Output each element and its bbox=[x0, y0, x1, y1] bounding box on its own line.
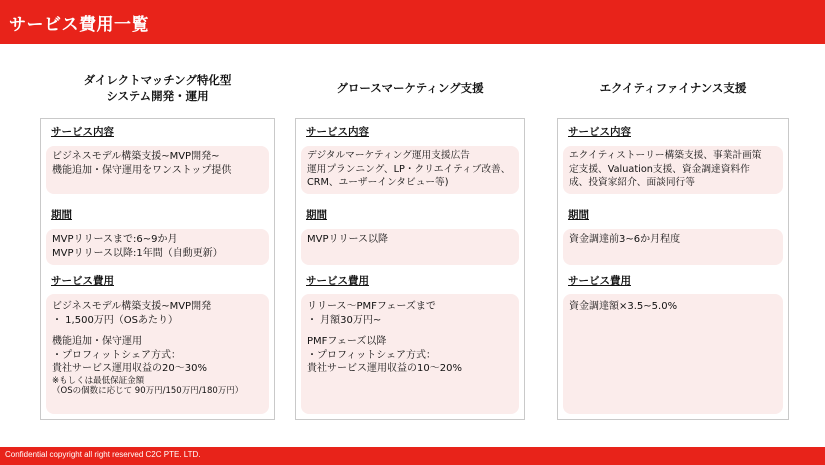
content-line: CRM、ユーザーインタビュー等) bbox=[307, 177, 449, 188]
content-line: デジタルマーケティング運用支援広告 bbox=[307, 150, 470, 161]
content-line: 運用プランニング、LP・クリエイティブ改善、 bbox=[307, 163, 511, 175]
period-line: 資金調達前3~6か月程度 bbox=[569, 234, 681, 245]
service-card-equity-finance bbox=[557, 118, 789, 420]
period-box bbox=[563, 229, 783, 265]
fee-note: （OSの個数に応じて 90万円/150万円/180万円） bbox=[52, 386, 244, 396]
fee-line: PMFフェーズ以降 bbox=[307, 336, 387, 347]
fee-line: ビジネスモデル構築支援~MVP開発 bbox=[52, 301, 212, 312]
column-heading-3-line1: エクイティファイナンス支援 bbox=[599, 81, 747, 95]
service-card-direct-matching bbox=[40, 118, 275, 420]
fee-label: サービス費用 bbox=[306, 275, 369, 287]
column-heading-1-line2: システム開発・運用 bbox=[106, 89, 209, 103]
page-title: サービス費用一覧 bbox=[9, 15, 149, 35]
period-label: 期間 bbox=[51, 209, 72, 221]
fee-line: ・プロフィットシェア方式： bbox=[307, 349, 436, 361]
fee-line: 貴社サービス運用収益の20～30% bbox=[52, 363, 207, 374]
fee-line: ・ 月額30万円~ bbox=[307, 314, 382, 326]
period-line: MVPリリース以降:1年間（自動更新） bbox=[52, 247, 223, 259]
period-line: MVPリリース以降 bbox=[307, 234, 388, 245]
fee-line: 資金調達額×3.5~5.0% bbox=[569, 301, 678, 312]
content-line: 機能追加・保守運用をワンストップ提供 bbox=[52, 164, 232, 176]
fee-box bbox=[301, 294, 519, 414]
period-line: MVPリリースまで:6~9か月 bbox=[52, 234, 178, 245]
content-box bbox=[301, 146, 519, 194]
content-line: ビジネスモデル構築支援~MVP開発~ bbox=[52, 151, 220, 162]
fee-line: ・ 1,500万円（OSあたり） bbox=[52, 314, 179, 326]
fee-line: リリース～PMFフェーズまで bbox=[307, 301, 436, 312]
fee-line: ・プロフィットシェア方式： bbox=[52, 349, 181, 361]
title-bar bbox=[0, 0, 825, 44]
fee-line: 機能追加・保守運用 bbox=[52, 336, 142, 347]
period-label: 期間 bbox=[306, 209, 327, 221]
content-line: エクイティストーリー構築支援、事業計画策 bbox=[569, 150, 762, 161]
period-box bbox=[46, 229, 269, 265]
column-heading-1 bbox=[40, 72, 275, 104]
column-heading-3 bbox=[557, 80, 789, 96]
service-card-growth-marketing bbox=[295, 118, 525, 420]
content-line: 成、投資家紹介、面談同行等 bbox=[569, 177, 695, 188]
period-box bbox=[301, 229, 519, 265]
footer-copyright: Confidential copyright all right reserved C2C PTE. LTD. bbox=[5, 450, 201, 459]
content-box bbox=[46, 146, 269, 194]
footer-bar bbox=[0, 447, 825, 465]
column-heading-2 bbox=[295, 80, 525, 96]
fee-label: サービス費用 bbox=[51, 275, 114, 287]
fee-note: ※もしくは最低保証金額 bbox=[52, 375, 145, 386]
column-heading-1-line1: ダイレクトマッチング特化型 bbox=[83, 73, 232, 87]
content-label: サービス内容 bbox=[51, 126, 114, 138]
content-line: 定支援、Valuation支援、資金調達資料作 bbox=[569, 163, 750, 175]
fee-box bbox=[46, 294, 269, 414]
fee-box bbox=[563, 294, 783, 414]
fee-label: サービス費用 bbox=[568, 275, 631, 287]
column-heading-2-line1: グロースマーケティング支援 bbox=[336, 81, 484, 95]
fee-line: 貴社サービス運用収益の10～20% bbox=[307, 363, 462, 374]
period-label: 期間 bbox=[568, 209, 589, 221]
content-label: サービス内容 bbox=[568, 126, 631, 138]
content-box bbox=[563, 146, 783, 194]
content-label: サービス内容 bbox=[306, 126, 369, 138]
